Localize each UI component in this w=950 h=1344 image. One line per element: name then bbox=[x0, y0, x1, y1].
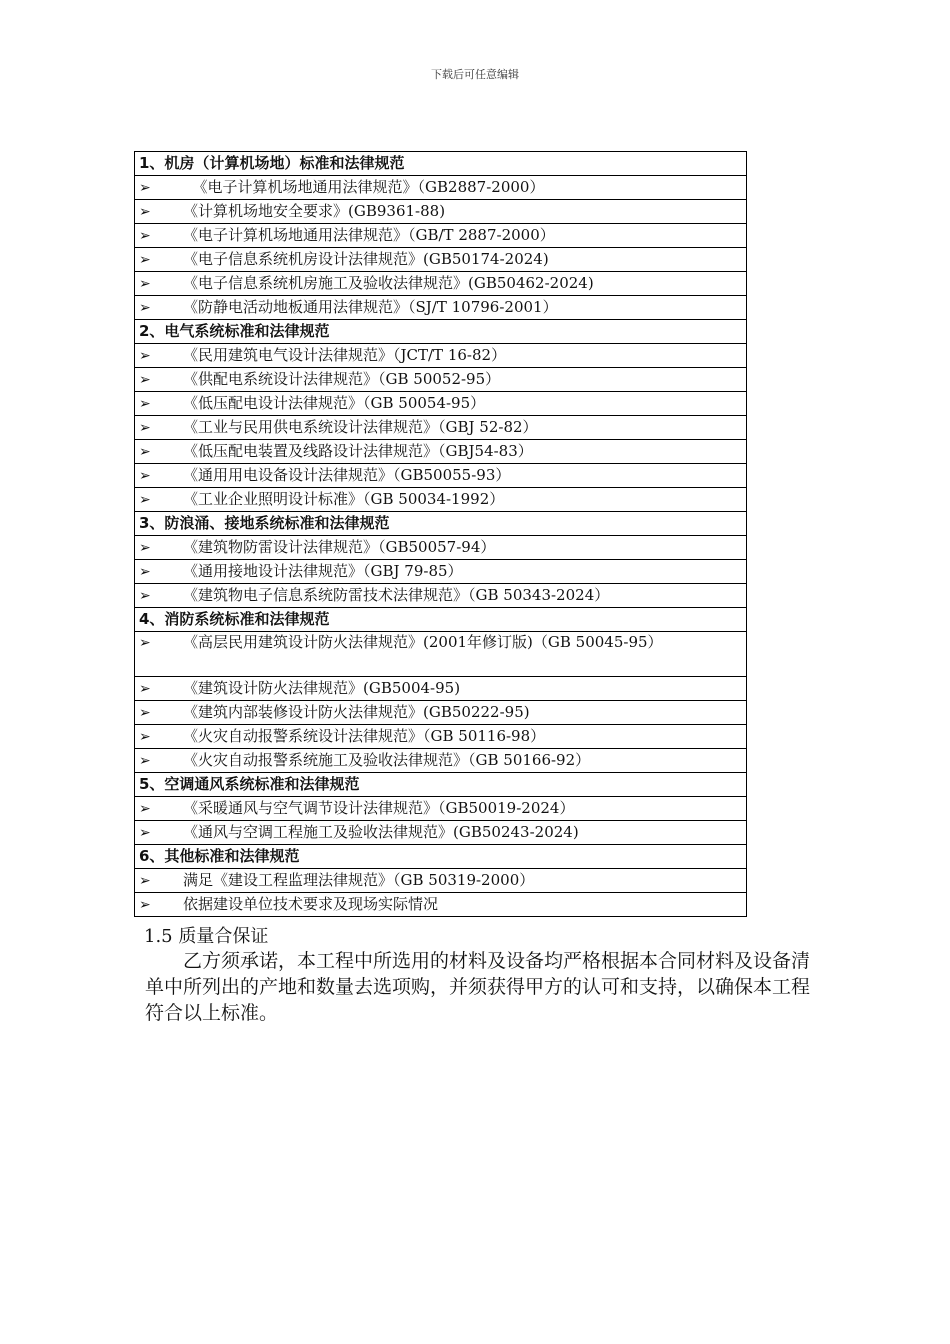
arrow-bullet-icon: ➢ bbox=[139, 276, 151, 292]
table-row bbox=[135, 893, 747, 917]
standard-item bbox=[135, 392, 747, 416]
standard-item bbox=[135, 248, 747, 272]
standard-item-text: 《电子信息系统机房设计法律规范》(GB50174-2024) bbox=[183, 250, 549, 268]
section-title: 3、防浪涌、接地系统标准和法律规范 bbox=[135, 512, 747, 536]
table-row bbox=[135, 725, 747, 749]
standard-item-text: 《火灾自动报警系统施工及验收法律规范》（GB 50166-92） bbox=[183, 751, 591, 769]
arrow-bullet-icon: ➢ bbox=[139, 396, 151, 412]
arrow-bullet-icon: ➢ bbox=[139, 492, 151, 508]
table-row bbox=[135, 821, 747, 845]
standard-item-text: 《供配电系统设计法律规范》（GB 50052-95） bbox=[183, 370, 501, 388]
standard-item bbox=[135, 584, 747, 608]
standard-item bbox=[135, 821, 747, 845]
arrow-bullet-icon: ➢ bbox=[139, 228, 151, 244]
standard-item-text: 《低压配电设计法律规范》（GB 50054-95） bbox=[183, 394, 486, 412]
standard-item bbox=[135, 536, 747, 560]
standard-item-text: 《计算机场地安全要求》(GB9361-88) bbox=[183, 202, 446, 220]
table-row bbox=[135, 272, 747, 296]
arrow-bullet-icon: ➢ bbox=[139, 705, 151, 721]
standard-item bbox=[135, 416, 747, 440]
table-row bbox=[135, 584, 747, 608]
standard-item bbox=[135, 701, 747, 725]
arrow-bullet-icon: ➢ bbox=[139, 540, 151, 556]
standard-item-text: 满足《建设工程监理法律规范》（GB 50319-2000） bbox=[183, 871, 535, 889]
arrow-bullet-icon: ➢ bbox=[139, 729, 151, 745]
standard-item bbox=[135, 200, 747, 224]
standard-item bbox=[135, 488, 747, 512]
section-title: 6、其他标准和法律规范 bbox=[135, 845, 747, 869]
standard-item-text: 《低压配电装置及线路设计法律规范》（GBJ54-83） bbox=[183, 442, 533, 460]
section-header-row bbox=[135, 608, 747, 632]
table-row bbox=[135, 392, 747, 416]
standards-table bbox=[134, 151, 747, 917]
standard-item-text: 《建筑物防雷设计法律规范》（GB50057-94） bbox=[183, 538, 496, 556]
quality-paragraph: 乙方须承诺，本工程中所选用的材料及设备均严格根据本合同材料及设备清单中所列出的产地和数量去选项购，并须获得甲方的认可和支持，以确保本工程符合以上标准。 bbox=[145, 950, 811, 1024]
standard-item bbox=[135, 677, 747, 701]
standard-item-text: 《建筑设计防火法律规范》(GB5004-95) bbox=[183, 679, 461, 697]
standard-item-text: 《火灾自动报警系统设计法律规范》（GB 50116-98） bbox=[183, 727, 546, 745]
arrow-bullet-icon: ➢ bbox=[139, 897, 151, 913]
arrow-bullet-icon: ➢ bbox=[139, 252, 151, 268]
table-row bbox=[135, 224, 747, 248]
standard-item bbox=[135, 224, 747, 248]
standard-item-text: 依据建设单位技术要求及现场实际情况 bbox=[183, 895, 439, 913]
table-row bbox=[135, 416, 747, 440]
section-header-row bbox=[135, 845, 747, 869]
standard-item-text: 《工业企业照明设计标准》（GB 50034-1992） bbox=[183, 490, 505, 508]
standard-item-text: 《电子信息系统机房施工及验收法律规范》(GB50462-2024) bbox=[183, 274, 594, 292]
arrow-bullet-icon: ➢ bbox=[139, 468, 151, 484]
standard-item bbox=[135, 725, 747, 749]
standard-item bbox=[135, 560, 747, 584]
section-header-row bbox=[135, 152, 747, 176]
section-title: 1、机房（计算机场地）标准和法律规范 bbox=[135, 152, 747, 176]
arrow-bullet-icon: ➢ bbox=[139, 348, 151, 364]
arrow-bullet-icon: ➢ bbox=[139, 564, 151, 580]
standard-item-text: 《通用用电设备设计法律规范》（GB50055-93） bbox=[183, 466, 511, 484]
section-title: 4、消防系统标准和法律规范 bbox=[135, 608, 747, 632]
arrow-bullet-icon: ➢ bbox=[139, 635, 151, 651]
arrow-bullet-icon: ➢ bbox=[139, 801, 151, 817]
table-row bbox=[135, 701, 747, 725]
table-row bbox=[135, 296, 747, 320]
arrow-bullet-icon: ➢ bbox=[139, 444, 151, 460]
arrow-bullet-icon: ➢ bbox=[139, 681, 151, 697]
arrow-bullet-icon: ➢ bbox=[139, 825, 151, 841]
standard-item-text: 《防静电活动地板通用法律规范》（SJ/T 10796-2001） bbox=[183, 298, 558, 316]
arrow-bullet-icon: ➢ bbox=[139, 588, 151, 604]
standard-item-text: 《电子计算机场地通用法律规范》（GB/T 2887-2000） bbox=[183, 226, 555, 244]
table-row bbox=[135, 560, 747, 584]
table-row bbox=[135, 536, 747, 560]
standard-item bbox=[135, 464, 747, 488]
table-row bbox=[135, 440, 747, 464]
arrow-bullet-icon: ➢ bbox=[139, 372, 151, 388]
standard-item-text: 《民用建筑电气设计法律规范》（JCT/T 16-82） bbox=[183, 346, 507, 364]
standard-item-text: 《工业与民用供电系统设计法律规范》（GBJ 52-82） bbox=[183, 418, 538, 436]
standard-item-text: 《通用接地设计法律规范》（GBJ 79-85） bbox=[183, 562, 463, 580]
section-header-row bbox=[135, 320, 747, 344]
table-row bbox=[135, 464, 747, 488]
standard-item bbox=[135, 797, 747, 821]
table-row bbox=[135, 368, 747, 392]
standard-item-text: 《建筑物电子信息系统防雷技术法律规范》（GB 50343-2024） bbox=[183, 586, 610, 604]
standard-item-text: 《采暖通风与空气调节设计法律规范》（GB50019-2024） bbox=[183, 799, 575, 817]
table-row bbox=[135, 677, 747, 701]
quality-section-title: 1.5 质量合保证 bbox=[144, 926, 269, 947]
standard-item bbox=[135, 296, 747, 320]
standard-item bbox=[135, 749, 747, 773]
standard-item-text: 《建筑内部装修设计防火法律规范》(GB50222-95) bbox=[183, 703, 530, 721]
section-title: 5、空调通风系统标准和法律规范 bbox=[135, 773, 747, 797]
table-row bbox=[135, 869, 747, 893]
section-title: 2、电气系统标准和法律规范 bbox=[135, 320, 747, 344]
standard-item bbox=[135, 632, 747, 677]
table-row bbox=[135, 797, 747, 821]
table-row bbox=[135, 248, 747, 272]
arrow-bullet-icon: ➢ bbox=[139, 180, 151, 196]
standard-item-text: 《通风与空调工程施工及验收法律规范》(GB50243-2024) bbox=[183, 823, 579, 841]
standard-item bbox=[135, 893, 747, 917]
table-row bbox=[135, 200, 747, 224]
standard-item bbox=[135, 344, 747, 368]
table-row bbox=[135, 176, 747, 200]
standard-item bbox=[135, 272, 747, 296]
arrow-bullet-icon: ➢ bbox=[139, 300, 151, 316]
standard-item bbox=[135, 176, 747, 200]
table-row bbox=[135, 488, 747, 512]
arrow-bullet-icon: ➢ bbox=[139, 420, 151, 436]
page-header: 下载后可任意编辑 bbox=[431, 68, 519, 81]
table-row bbox=[135, 632, 747, 677]
table-row bbox=[135, 344, 747, 368]
standard-item-text: 《高层民用建筑设计防火法律规范》(2001年修订版)（GB 50045-95） bbox=[183, 633, 663, 651]
table-row bbox=[135, 749, 747, 773]
section-header-row bbox=[135, 512, 747, 536]
arrow-bullet-icon: ➢ bbox=[139, 873, 151, 889]
standard-item bbox=[135, 440, 747, 464]
arrow-bullet-icon: ➢ bbox=[139, 753, 151, 769]
arrow-bullet-icon: ➢ bbox=[139, 204, 151, 220]
standard-item-text: 《电子计算机场地通用法律规范》（GB2887-2000） bbox=[183, 178, 545, 196]
standard-item bbox=[135, 869, 747, 893]
section-header-row bbox=[135, 773, 747, 797]
standard-item bbox=[135, 368, 747, 392]
